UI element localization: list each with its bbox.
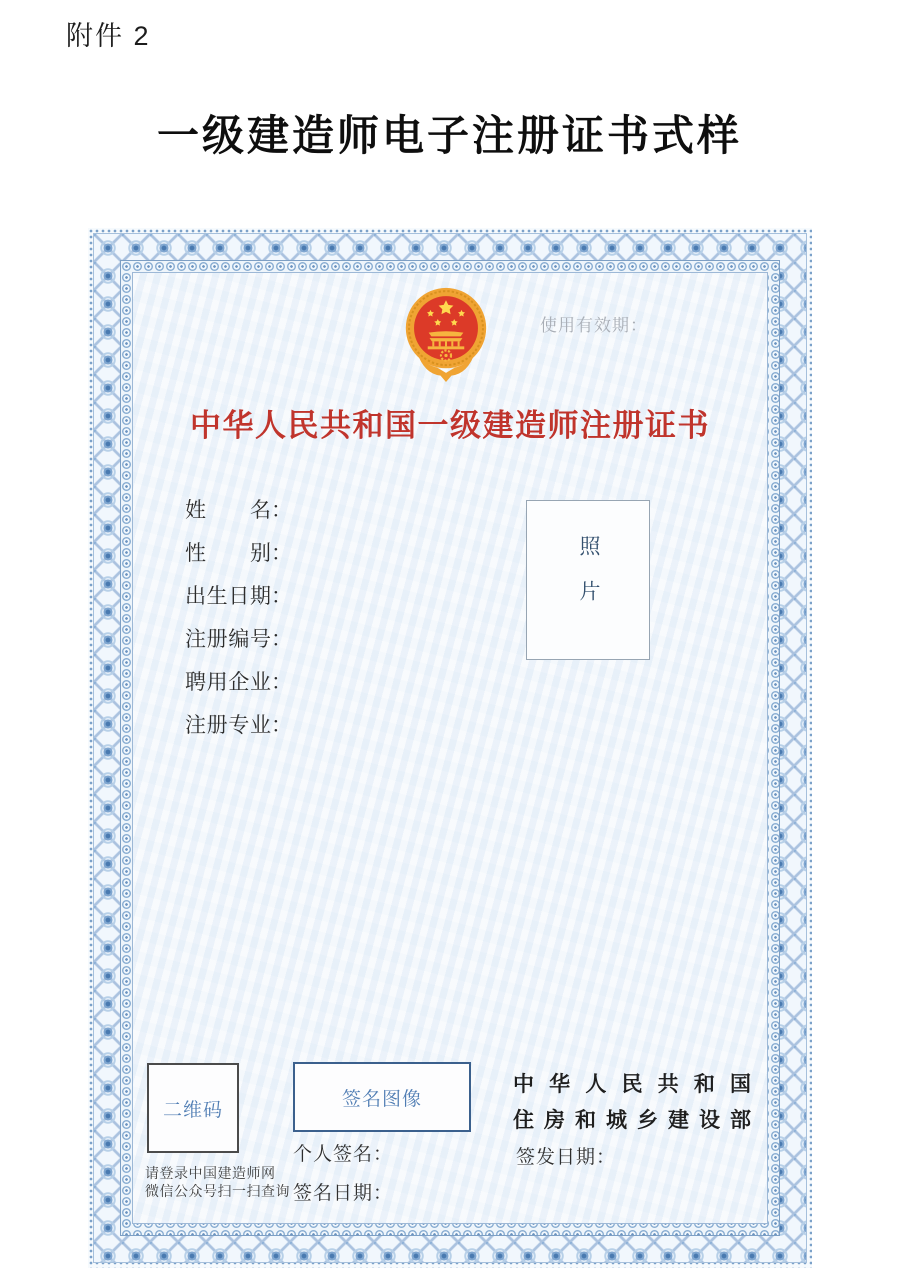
certificate-border-beads: [120, 260, 780, 1236]
issuer-name-line1: 中华人民共和国: [513, 1073, 751, 1096]
issue-date-label: 签发日期：: [516, 1147, 617, 1168]
field-row-registration-number: [185, 628, 292, 651]
validity-period-label: 使用有效期：: [540, 316, 648, 335]
field-row-birthdate: [185, 585, 292, 608]
field-colon: ：: [271, 499, 292, 522]
field-colon: ：: [271, 585, 292, 608]
qr-code-label: 二维码: [162, 1099, 223, 1121]
photo-placeholder: [526, 500, 650, 660]
field-row-employer: [185, 671, 292, 694]
certificate: [88, 228, 812, 1268]
certificate-title: 中华人民共和国一级建造师注册证书: [190, 408, 710, 443]
field-colon: ：: [271, 628, 292, 651]
signature-image-placeholder: [293, 1062, 471, 1132]
personal-signature-label: 个人签名：: [293, 1144, 394, 1165]
signature-image-label: 签名图像: [341, 1088, 422, 1110]
field-label: 注册专业: [185, 714, 271, 737]
field-label: 聘用企业: [185, 671, 271, 694]
field-row-name: [185, 499, 292, 522]
china-national-emblem-icon: [404, 286, 488, 383]
field-label: 注册编号: [185, 628, 271, 651]
field-row-specialty: [185, 714, 292, 737]
field-row-gender: [185, 542, 292, 565]
document-title: 一级建造师电子注册证书式样: [156, 114, 742, 160]
signature-date-label: 签名日期：: [293, 1183, 394, 1204]
issuer-name-line2: 住房和城乡建设部: [513, 1109, 751, 1132]
field-label: 姓名: [185, 499, 271, 522]
qr-caption-line1: 请登录中国建造师网: [145, 1165, 276, 1181]
qr-caption-line2: 微信公众号扫一扫查询: [145, 1183, 290, 1199]
field-colon: ：: [271, 671, 292, 694]
photo-placeholder-label: 照片: [577, 535, 600, 625]
field-label: 性别: [185, 542, 271, 565]
field-label: 出生日期: [185, 585, 271, 608]
certificate-body: [132, 272, 768, 1224]
field-colon: ：: [271, 714, 292, 737]
qr-code-placeholder: [147, 1063, 239, 1153]
certificate-border-floral: [93, 233, 807, 1263]
attachment-label: 附件 2: [66, 21, 151, 51]
field-colon: ：: [271, 542, 292, 565]
